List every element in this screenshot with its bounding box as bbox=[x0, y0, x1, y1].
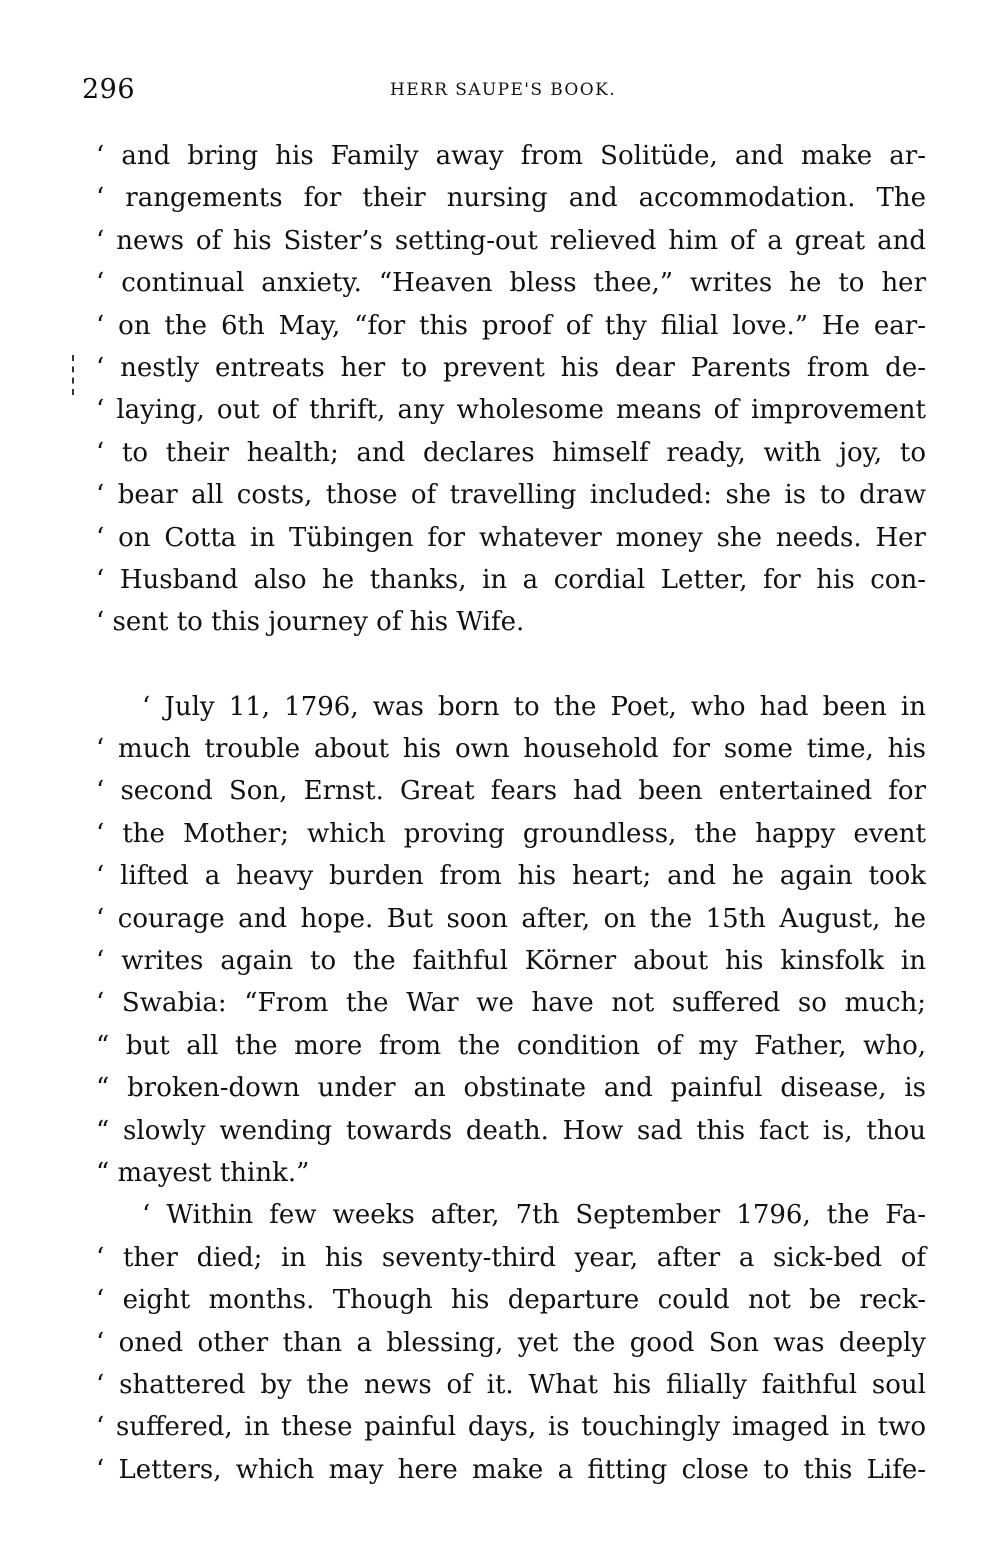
paragraph bbox=[96, 686, 926, 1195]
page-number: 296 bbox=[82, 74, 136, 105]
paragraph bbox=[96, 1194, 926, 1491]
text-line: ‘ courage and hope. But soon after, on the 15th August, he bbox=[96, 903, 926, 934]
text-line: “ broken-down under an obstinate and painful disease, is bbox=[96, 1073, 926, 1104]
text-line: ‘ to their health; and declares himself ready, with joy, to bbox=[96, 437, 926, 468]
text-line: ‘ suffered, in these painful days, is touchingly imaged in two bbox=[96, 1412, 926, 1443]
text-line: ‘ ther died; in his seventy-third year, after a sick-bed of bbox=[96, 1242, 926, 1273]
text-line: ‘ on the 6th May, “for this proof of thy filial love.” He ear- bbox=[96, 310, 926, 341]
text-line: “ but all the more from the condition of my Father, who, bbox=[96, 1030, 926, 1061]
margin-pencil-mark bbox=[72, 355, 76, 395]
text-line: ‘ second Son, Ernst. Great fears had been entertained for bbox=[96, 776, 926, 807]
text-line: ‘ on Cotta in Tübingen for whatever money she needs. Her bbox=[96, 522, 926, 553]
text-line: ‘ news of his Sister’s setting-out relieved him of a great and bbox=[96, 225, 926, 256]
page-header bbox=[82, 74, 924, 114]
text-line: ‘ oned other than a blessing, yet the good Son was deeply bbox=[96, 1327, 926, 1358]
text-line: ‘ rangements for their nursing and accommodation. The bbox=[96, 183, 926, 214]
text-line: ‘ much trouble about his own household for some time, his bbox=[96, 734, 926, 765]
text-line: ‘ and bring his Family away from Solitüde, and make ar- bbox=[96, 141, 926, 171]
text-line: “ slowly wending towards death. How sad this fact is, thou bbox=[96, 1115, 926, 1146]
text-line: ‘ eight months. Though his departure could not be reck- bbox=[96, 1285, 926, 1316]
text-line: ‘ lifted a heavy burden from his heart; and he again took bbox=[96, 861, 926, 892]
text-line: ‘ Husband also he thanks, in a cordial Letter, for his con- bbox=[96, 564, 926, 595]
text-line: ‘ laying, out of thrift, any wholesome means of improvement bbox=[96, 395, 926, 426]
text-line: ‘ writes again to the faithful Körner about his kinsfolk in bbox=[96, 946, 926, 977]
text-line: ‘ the Mother; which proving groundless, the happy event bbox=[96, 818, 926, 849]
text-line: ‘ Letters, which may here make a fitting close to this Life- bbox=[96, 1454, 926, 1485]
text-line: ‘ sent to this journey of his Wife. bbox=[96, 607, 525, 638]
paragraph-gap bbox=[96, 644, 926, 686]
text-line: “ mayest think.” bbox=[96, 1157, 310, 1188]
body-text bbox=[96, 135, 926, 1491]
text-line: ‘ bear all costs, those of travelling included: she is to draw bbox=[96, 480, 926, 511]
text-line: ‘ shattered by the news of it. What his filially faithful soul bbox=[96, 1369, 926, 1400]
text-line: ‘ Swabia: “From the War we have not suffered so much; bbox=[96, 988, 926, 1019]
running-head: HERR SAUPE'S BOOK. bbox=[389, 80, 617, 100]
text-line: ‘ continual anxiety. “Heaven bless thee,” writes he to her bbox=[96, 268, 926, 299]
paragraph bbox=[96, 135, 926, 644]
text-line: ‘ Within few weeks after, 7th September 1796, the Fa- bbox=[142, 1200, 926, 1231]
text-line: ‘ July 11, 1796, was born to the Poet, who had been in bbox=[142, 691, 926, 722]
text-line: ‘ nestly entreats her to prevent his dear Parents from de- bbox=[96, 352, 926, 383]
